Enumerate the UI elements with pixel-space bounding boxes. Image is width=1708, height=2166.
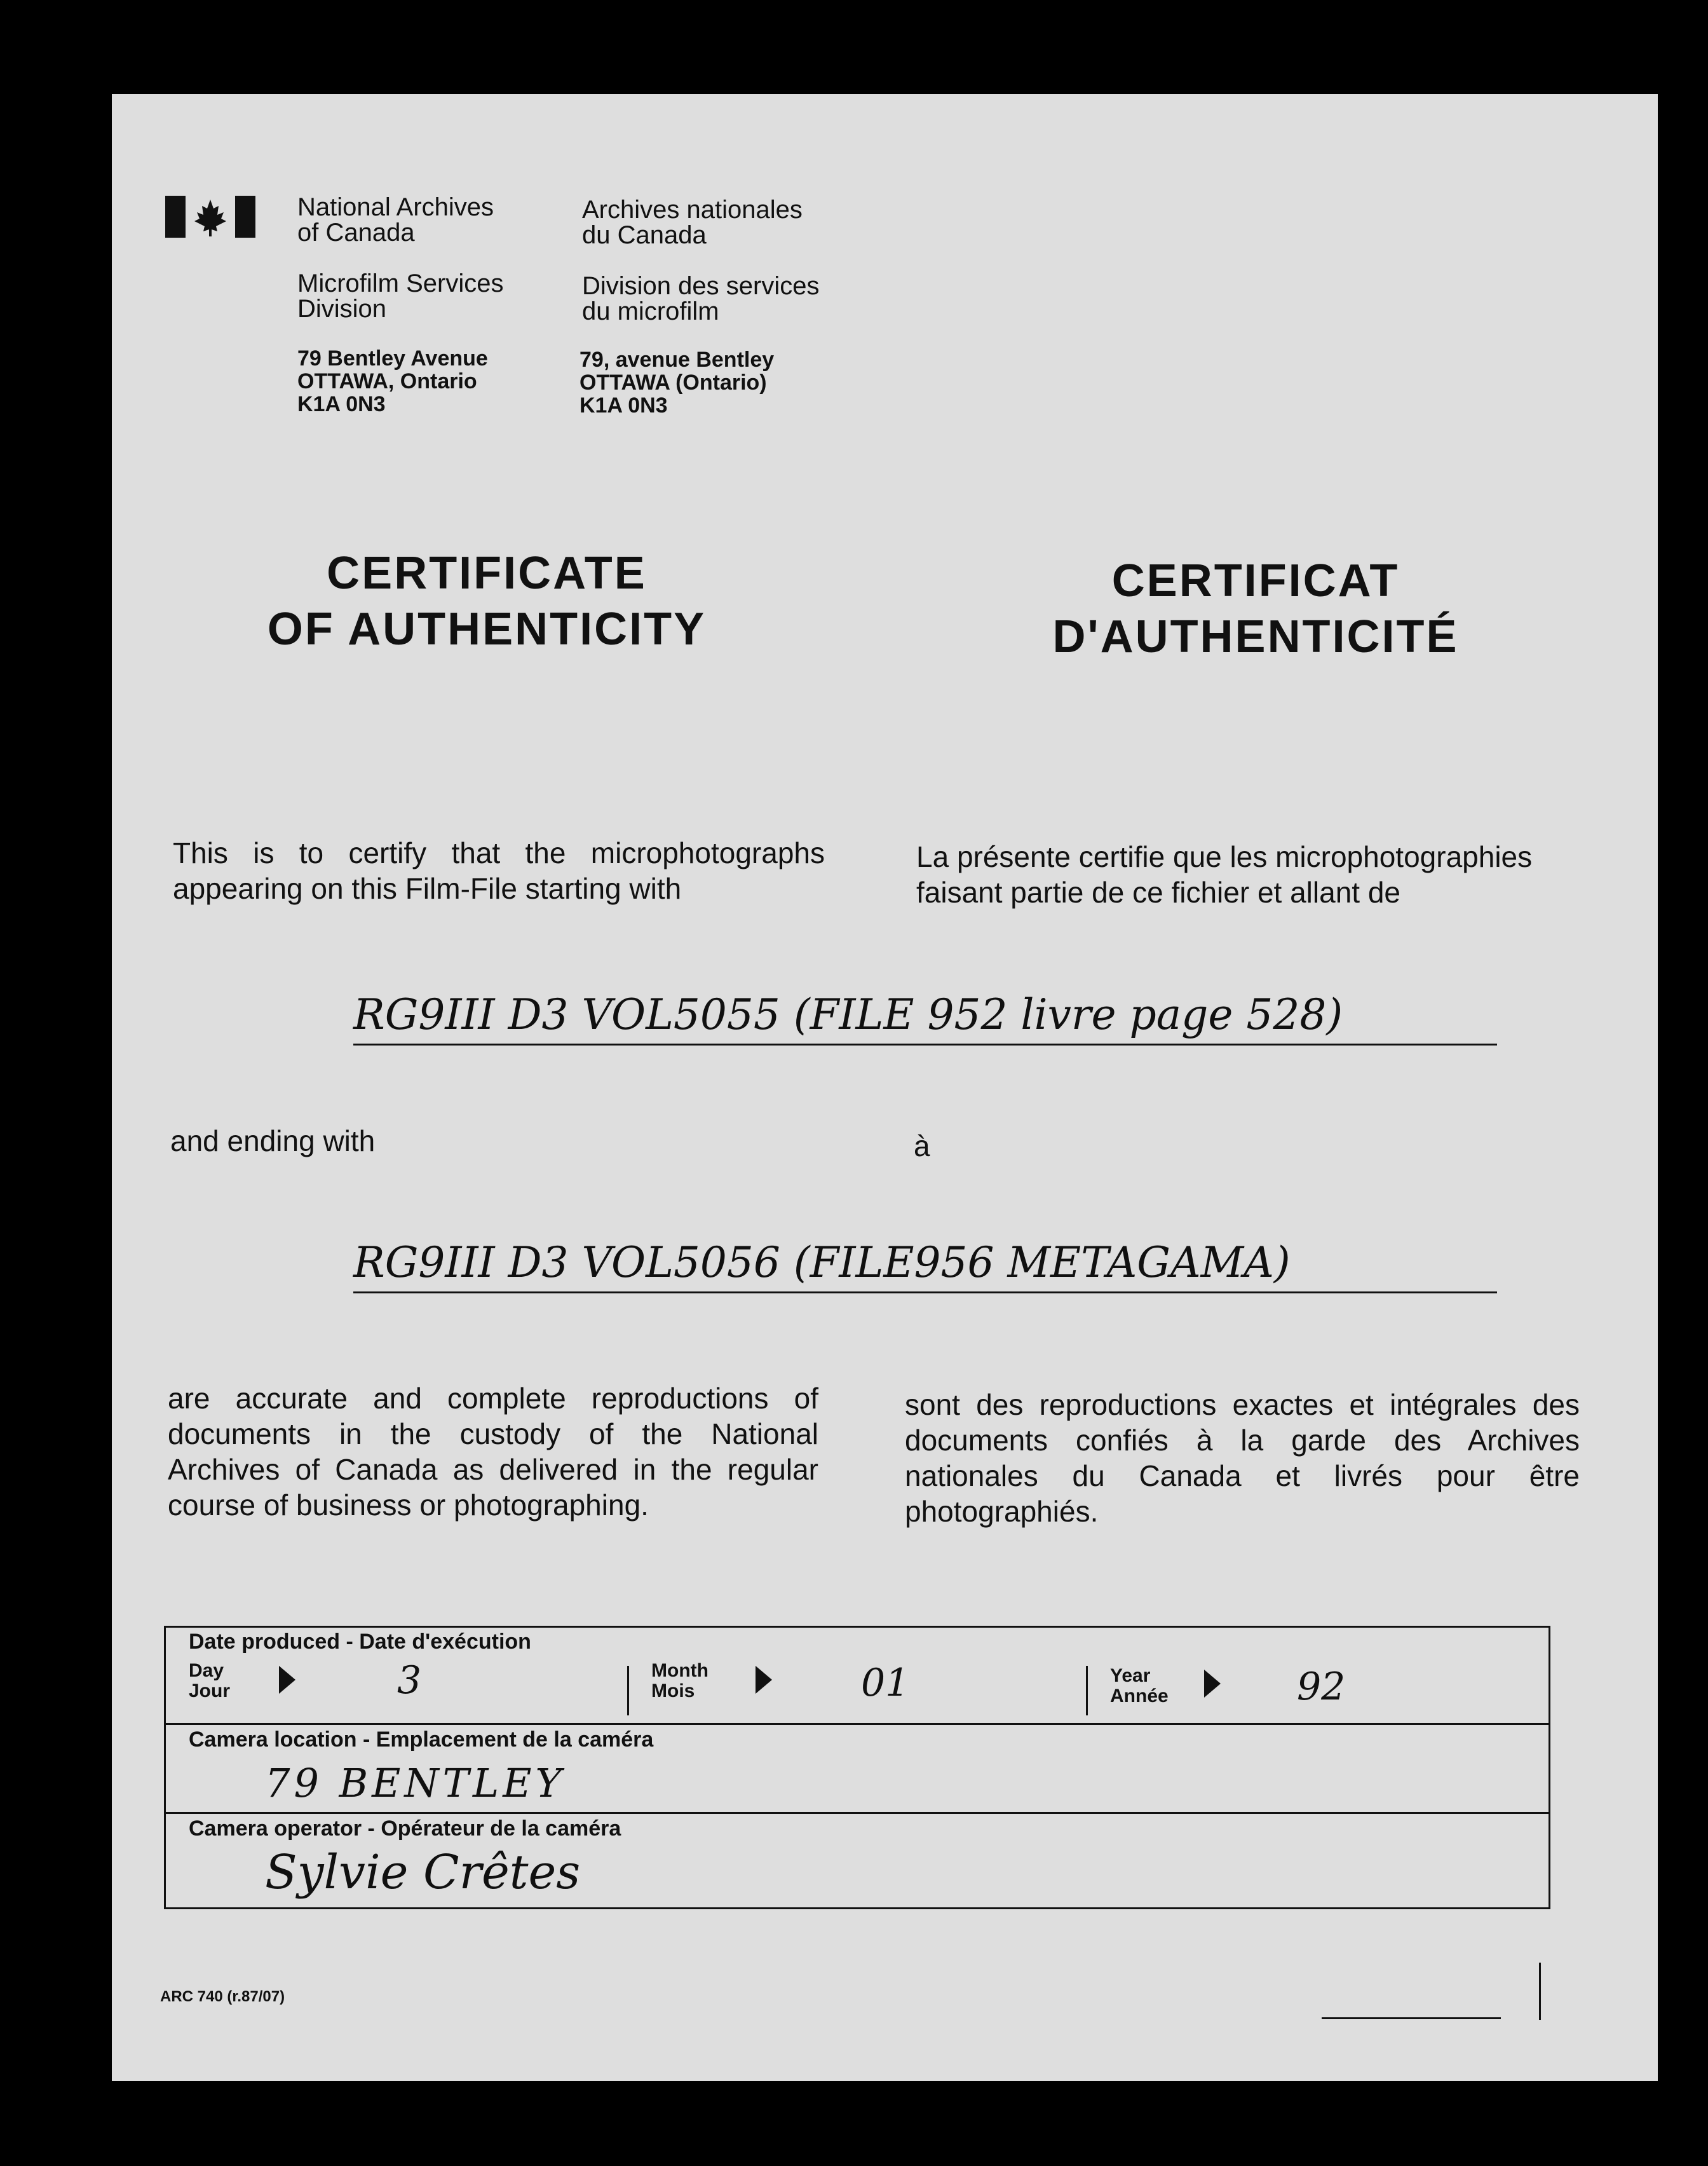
header-en-div-line1: Microfilm Services [297,269,504,297]
intro-en [173,835,825,906]
header-fr-div-line2: du microfilm [582,297,719,325]
statement-fr [905,1387,1580,1529]
date-divider-2 [1086,1666,1088,1715]
header-fr-addr-line3: K1A 0N3 [580,393,668,418]
header-fr-addr-line1: 79, avenue Bentley [580,348,775,372]
title-fr-line2: D'AUTHENTICITÉ [1052,611,1459,662]
corner-mark-horizontal [1322,2017,1501,2019]
corner-mark-vertical [1539,1963,1541,2020]
statement-en-line3: Archives of Canada as delivered in the regular [168,1453,818,1486]
intro-fr-line1: La présente certifie que les microphotographies [916,840,1533,873]
title-en-line2: OF AUTHENTICITY [267,604,707,655]
header-en-org-line2: of Canada [297,219,415,247]
start-underline [353,1044,1497,1046]
ending-fr: à [914,1129,930,1162]
header-en-addr-line1: 79 Bentley Avenue [297,346,488,371]
header-en-division [297,271,503,322]
header-fr-address [580,348,774,417]
day-label-en: Day [189,1660,224,1681]
form-code: ARC 740 (r.87/07) [160,1988,285,2005]
header-en-addr-line3: K1A 0N3 [297,392,386,416]
statement-en-line2: documents in the custody of the National [168,1417,818,1450]
end-reference-handwritten: RG9III D3 VOL5056 (FILE956 METAGAMA) [353,1238,1291,1287]
month-label-fr: Mois [651,1680,695,1701]
header-fr-division [582,273,819,324]
statement-en [168,1380,818,1523]
header-en-org-line1: National Archives [297,193,494,221]
canada-flag-wordmark-icon [165,196,255,238]
start-reference-handwritten: RG9III D3 VOL5055 (FILE 952 livre page 528) [353,990,1343,1039]
day-value: 3 [397,1658,422,1703]
header-en-div-line2: Division [297,295,387,323]
year-label [1110,1666,1169,1706]
camera-operator-signature: Sylvie Crêtes [265,1845,581,1900]
table-row-divider-2 [166,1812,1549,1814]
statement-fr-line2: documents confiés à la garde des Archives [905,1424,1580,1457]
intro-en-line1: This is to certify that the microphotographs [173,836,825,869]
month-value: 01 [861,1661,910,1705]
year-arrow-icon [1204,1670,1221,1698]
date-divider-1 [627,1666,629,1715]
header-en-address [297,347,488,416]
intro-fr-line2: faisant partie de ce fichier et allant de [916,876,1401,909]
header-fr-org-line2: du Canada [582,221,707,249]
statement-en-line1: are accurate and complete reproductions of [168,1382,818,1415]
production-details-table [164,1626,1550,1909]
intro-fr [916,839,1583,910]
date-produced-label: Date produced - Date d'exécution [189,1630,531,1654]
header-fr-org [582,197,803,248]
title-fr [995,553,1516,665]
day-label-fr: Jour [189,1680,231,1701]
day-arrow-icon [279,1666,295,1694]
table-row-divider-1 [166,1723,1549,1725]
month-arrow-icon [756,1666,772,1694]
year-label-fr: Année [1110,1686,1169,1706]
month-label-en: Month [651,1660,708,1681]
camera-location-value: 79 BENTLEY [265,1760,566,1806]
statement-fr-line1: sont des reproductions exactes et intégrales des [905,1388,1580,1421]
header-en-addr-line2: OTTAWA, Ontario [297,369,477,393]
camera-location-label: Camera location - Emplacement de la caméra [189,1727,654,1752]
header-en-org [297,194,494,245]
month-label [651,1661,708,1701]
certificate-sheet [112,94,1658,2081]
end-underline [353,1291,1497,1293]
year-value: 92 [1297,1665,1346,1709]
header-fr-addr-line2: OTTAWA (Ontario) [580,371,767,395]
statement-fr-line4: photographiés. [905,1495,1099,1528]
title-fr-line1: CERTIFICAT [1111,555,1400,606]
year-label-en: Year [1110,1665,1151,1686]
camera-operator-label: Camera operator - Opérateur de la caméra [189,1816,621,1841]
title-en [226,545,747,657]
day-label [189,1661,230,1701]
statement-fr-line3: nationales du Canada et livrés pour être [905,1459,1580,1492]
title-en-line1: CERTIFICATE [327,548,647,599]
ending-en: and ending with [170,1124,376,1157]
header-fr-org-line1: Archives nationales [582,196,803,224]
statement-en-line4: course of business or photographing. [168,1488,649,1522]
intro-en-line2: appearing on this Film-File starting with [173,872,682,905]
header-fr-div-line1: Division des services [582,272,820,300]
